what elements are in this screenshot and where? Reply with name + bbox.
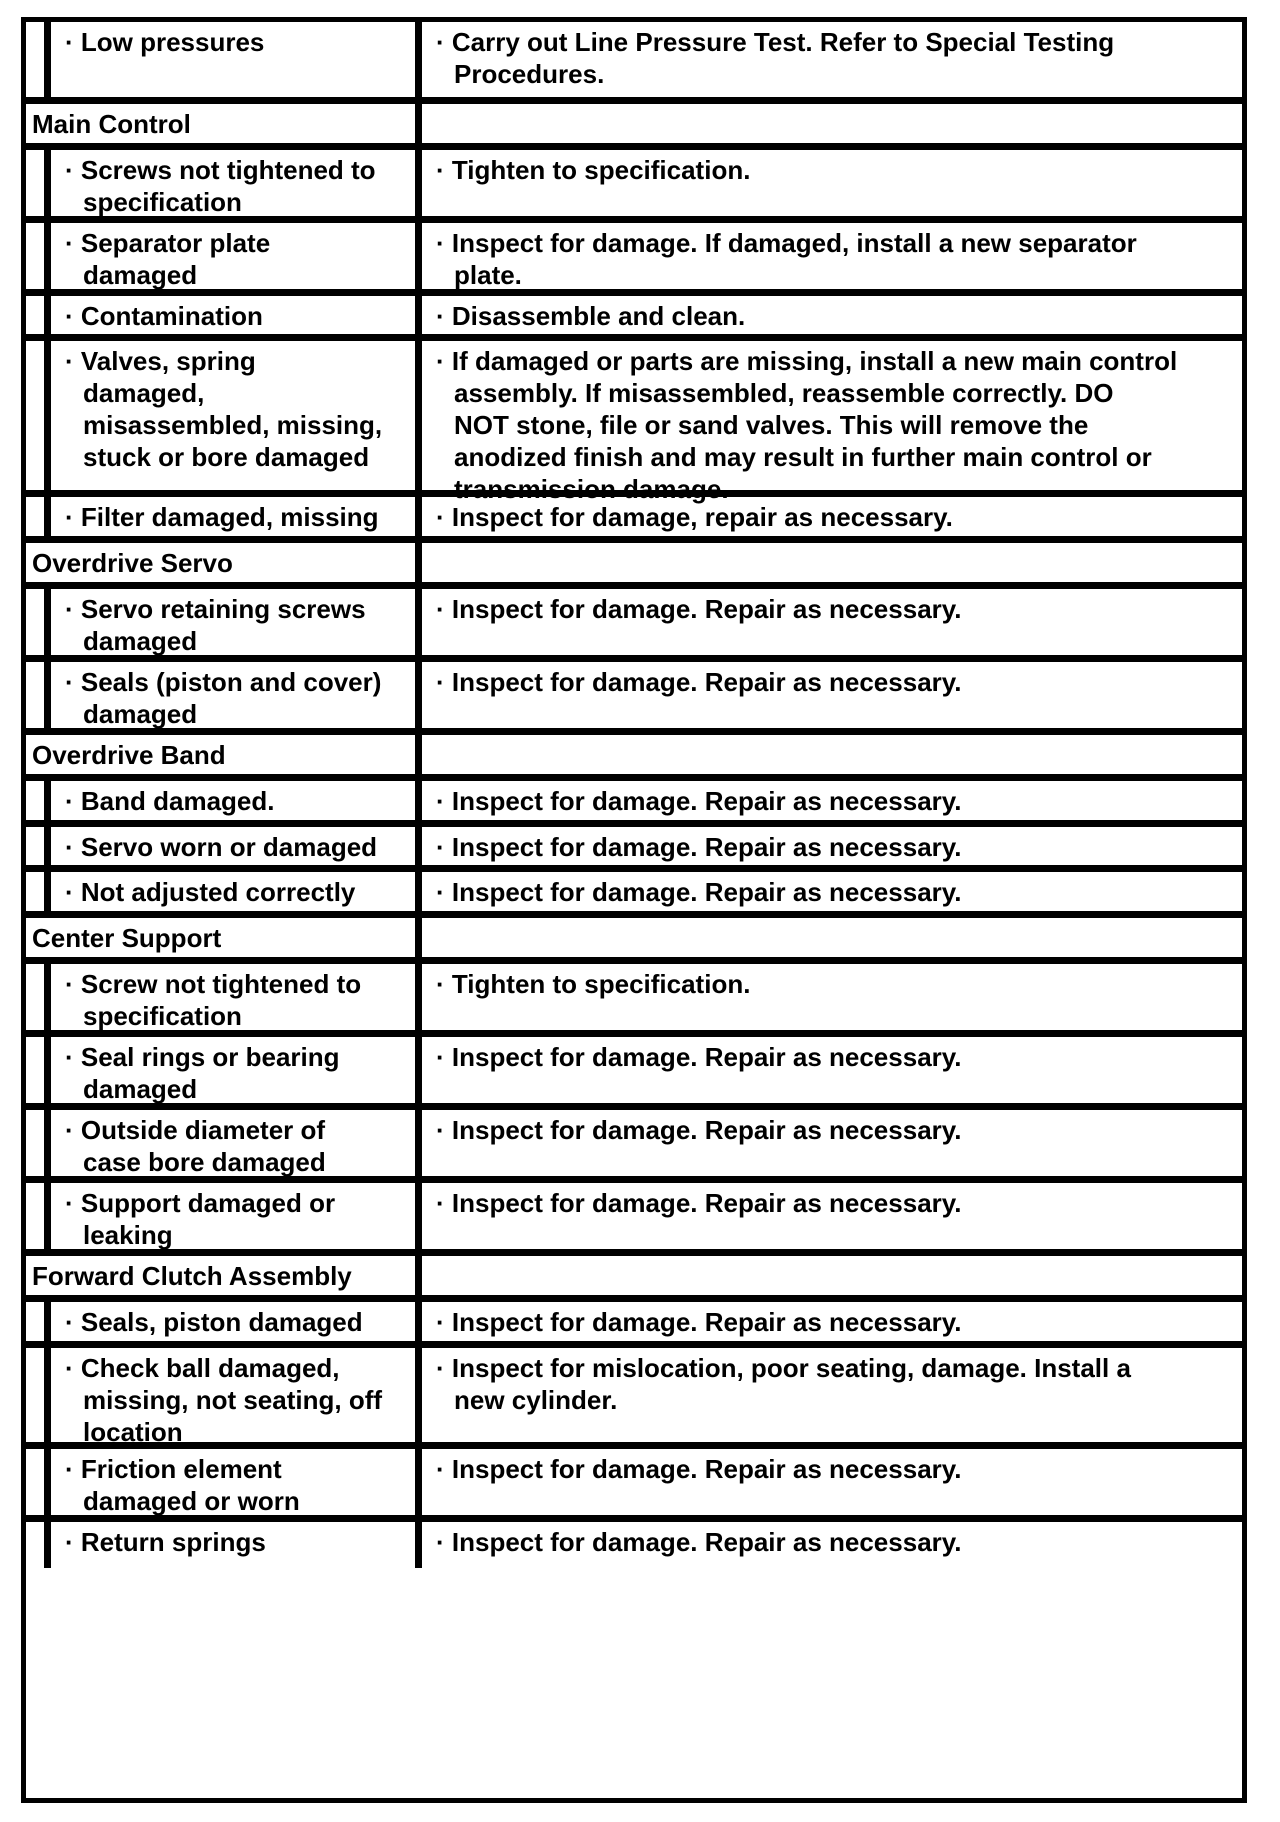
action-cell: [422, 1449, 1242, 1515]
row-marker: [26, 781, 51, 820]
row-marker: [26, 1449, 51, 1515]
cause-text: · Band damaged.: [65, 786, 275, 816]
group-header-row: [26, 728, 1242, 774]
action-text: · Inspect for damage. Repair as necessary.: [436, 1115, 962, 1145]
table-row: [26, 1341, 1242, 1447]
action-cell: [422, 1183, 1242, 1249]
group-title: Center Support: [32, 923, 222, 953]
diagnostic-table: [21, 17, 1247, 1803]
cause-cell: [26, 1037, 422, 1103]
action-text: · Tighten to specification.: [436, 969, 751, 999]
action-cell: [422, 223, 1242, 289]
cause-text-wrap: [51, 1348, 415, 1447]
action-cell: [422, 150, 1242, 216]
action-cell: [422, 22, 1242, 97]
cause-cell: [26, 781, 422, 820]
action-text: · Inspect for damage. Repair as necessary.: [436, 1307, 962, 1337]
action-text: · If damaged or parts are missing, install a new main control assembly. If misassembled, reassemble correctly. DO NOT stone, file or sand valves. This will remove the anodized finish and may result in further main control or transmission damage.: [436, 346, 1178, 504]
group-title: Overdrive Servo: [32, 548, 233, 578]
row-marker: [26, 1302, 51, 1341]
action-cell: [422, 964, 1242, 1030]
group-header-row: [26, 911, 1242, 957]
cause-text-wrap: [51, 781, 415, 820]
cause-cell: [26, 1110, 422, 1176]
cause-text: · Outside diameter of case bore damaged: [65, 1115, 326, 1177]
cause-text: · Low pressures: [65, 27, 265, 57]
cause-cell: [26, 22, 422, 97]
action-cell: [422, 781, 1242, 820]
row-marker: [26, 223, 51, 289]
group-title: Overdrive Band: [32, 740, 226, 770]
action-cell: [422, 589, 1242, 655]
group-title-cell: [26, 1256, 422, 1295]
row-marker: [26, 497, 51, 536]
cause-text-wrap: [51, 1522, 415, 1568]
table-row: [26, 582, 1242, 655]
cause-cell: [26, 1302, 422, 1341]
table-row: [26, 22, 1242, 97]
row-marker: [26, 589, 51, 655]
cause-text: · Seals (piston and cover) damaged: [65, 667, 382, 729]
group-title-cell: [26, 735, 422, 774]
group-title: Forward Clutch Assembly: [32, 1261, 352, 1291]
cause-text-wrap: [51, 1183, 415, 1249]
table-row: [26, 957, 1242, 1030]
cause-text-wrap: [51, 1302, 415, 1341]
row-marker: [26, 296, 51, 334]
action-cell: [422, 296, 1242, 334]
table-row: [26, 655, 1242, 728]
cause-text: · Separator plate damaged: [65, 228, 271, 290]
cause-text-wrap: [51, 223, 415, 289]
table-row: [26, 216, 1242, 289]
action-cell: [422, 497, 1242, 536]
action-text: · Inspect for damage. Repair as necessary.: [436, 786, 962, 816]
row-marker: [26, 827, 51, 865]
action-text: · Tighten to specification.: [436, 155, 751, 185]
cause-text: · Screws not tightened to specification: [65, 155, 376, 217]
cause-text: · Check ball damaged, missing, not seating, off location: [65, 1353, 383, 1447]
row-marker: [26, 1522, 51, 1568]
action-text: · Inspect for damage. Repair as necessary.: [436, 1527, 962, 1557]
action-cell: [422, 827, 1242, 865]
action-cell: [422, 1302, 1242, 1341]
cause-text-wrap: [51, 296, 415, 334]
cause-text: · Servo retaining screws damaged: [65, 594, 366, 656]
table-row: [26, 865, 1242, 911]
cause-cell: [26, 827, 422, 865]
cause-text-wrap: [51, 589, 415, 655]
table-row: [26, 143, 1242, 216]
table-row: [26, 1295, 1242, 1341]
row-marker: [26, 1037, 51, 1103]
cause-text: · Return springs: [65, 1527, 266, 1557]
row-marker: [26, 964, 51, 1030]
cause-text-wrap: [51, 150, 415, 216]
row-marker: [26, 150, 51, 216]
group-empty-cell: [422, 543, 1242, 582]
table-row: [26, 820, 1242, 865]
row-marker: [26, 872, 51, 911]
cause-cell: [26, 497, 422, 536]
cause-text-wrap: [51, 872, 415, 911]
table-row: [26, 774, 1242, 820]
group-header-row: [26, 1249, 1242, 1295]
cause-text: · Not adjusted correctly: [65, 877, 356, 907]
action-cell: [422, 1522, 1242, 1568]
cause-cell: [26, 872, 422, 911]
cause-text-wrap: [51, 1449, 415, 1515]
table-row: [26, 1515, 1242, 1568]
cause-text-wrap: [51, 964, 415, 1030]
action-cell: [422, 341, 1242, 504]
group-title-cell: [26, 543, 422, 582]
cause-text: · Support damaged or leaking: [65, 1188, 336, 1250]
cause-text-wrap: [51, 497, 415, 536]
row-marker: [26, 1348, 51, 1442]
row-marker: [26, 341, 51, 490]
cause-text-wrap: [51, 662, 415, 728]
action-text: · Inspect for damage, repair as necessary.: [436, 502, 953, 532]
cause-cell: [26, 589, 422, 655]
cause-text-wrap: [51, 341, 415, 490]
group-empty-cell: [422, 735, 1242, 774]
action-text: · Inspect for damage. Repair as necessary.: [436, 594, 962, 624]
action-text: · Inspect for damage. Repair as necessary.: [436, 667, 962, 697]
action-text: · Inspect for damage. Repair as necessary.: [436, 1188, 962, 1218]
action-cell: [422, 1110, 1242, 1176]
row-marker: [26, 662, 51, 728]
cause-text: · Filter damaged, missing: [65, 502, 379, 532]
group-title-cell: [26, 104, 422, 143]
action-text: · Inspect for damage. Repair as necessary.: [436, 1454, 962, 1484]
table-row: [26, 334, 1242, 504]
cause-cell: [26, 150, 422, 216]
action-cell: [422, 662, 1242, 728]
cause-cell: [26, 964, 422, 1030]
group-empty-cell: [422, 1256, 1242, 1295]
cause-cell: [26, 1522, 422, 1568]
cause-cell: [26, 296, 422, 334]
cause-text: · Contamination: [65, 301, 263, 331]
cause-cell: [26, 1348, 422, 1447]
cause-cell: [26, 662, 422, 728]
row-marker: [26, 1183, 51, 1249]
action-cell: [422, 1037, 1242, 1103]
row-marker: [26, 22, 51, 97]
group-empty-cell: [422, 918, 1242, 957]
action-text: · Disassemble and clean.: [436, 301, 746, 331]
group-title: Main Control: [32, 109, 191, 139]
cause-text: · Seal rings or bearing damaged: [65, 1042, 340, 1104]
action-cell: [422, 1348, 1242, 1442]
table-row: [26, 1103, 1242, 1176]
row-marker: [26, 1110, 51, 1176]
action-text: · Inspect for damage. Repair as necessary.: [436, 877, 962, 907]
cause-text: · Valves, spring damaged, misassembled, missing, stuck or bore damaged: [65, 346, 383, 472]
table-row: [26, 289, 1242, 334]
cause-cell: [26, 1183, 422, 1249]
cause-text: · Screw not tightened to specification: [65, 969, 362, 1031]
cause-text-wrap: [51, 1110, 415, 1176]
table-row: [26, 1176, 1242, 1249]
action-text: · Inspect for damage. Repair as necessary.: [436, 1042, 962, 1072]
action-text: · Carry out Line Pressure Test. Refer to Special Testing Procedures.: [436, 27, 1115, 89]
action-text: · Inspect for mislocation, poor seating, damage. Install a new cylinder.: [436, 1353, 1131, 1415]
table-row: [26, 1030, 1242, 1103]
cause-text: · Servo worn or damaged: [65, 832, 378, 862]
action-text: · Inspect for damage. Repair as necessary.: [436, 832, 962, 862]
cause-text-wrap: [51, 22, 415, 97]
cause-text: · Friction element damaged or worn: [65, 1454, 300, 1516]
cause-text-wrap: [51, 1037, 415, 1103]
group-title-cell: [26, 918, 422, 957]
cause-cell: [26, 223, 422, 289]
cause-cell: [26, 341, 422, 490]
cause-text: · Seals, piston damaged: [65, 1307, 363, 1337]
action-text: · Inspect for damage. If damaged, install a new separator plate.: [436, 228, 1137, 290]
action-cell: [422, 872, 1242, 911]
group-header-row: [26, 536, 1242, 582]
cause-cell: [26, 1449, 422, 1515]
cause-text-wrap: [51, 827, 415, 865]
group-header-row: [26, 97, 1242, 143]
table-row: [26, 490, 1242, 536]
group-empty-cell: [422, 104, 1242, 143]
table-row: [26, 1442, 1242, 1515]
